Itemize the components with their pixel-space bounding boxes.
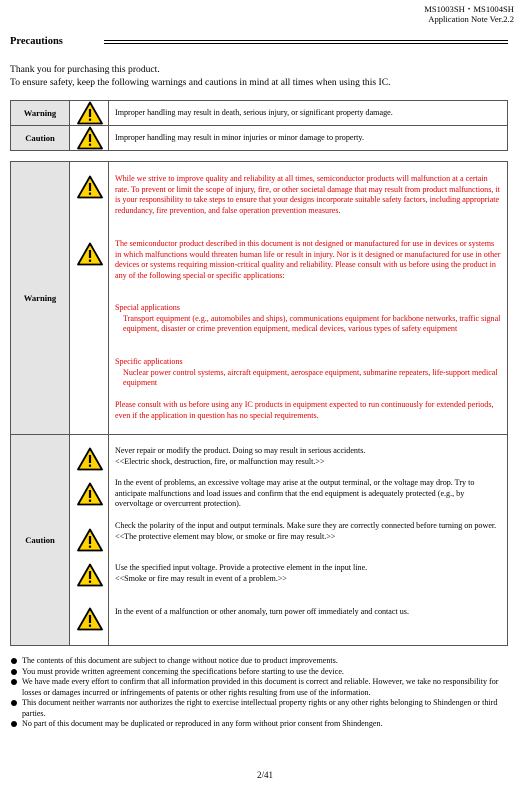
- intro-text: [10, 64, 391, 89]
- caution-item-4-note: <<Smoke or fire may result in event of a problem.>>: [115, 573, 287, 583]
- caution-item-3: [115, 521, 502, 542]
- warning-triangle-icon: [77, 242, 103, 266]
- warning-paragraph-2: The semiconductor product described in this document is not designed or manufactured for use in devices or systems in which malfunctions would threaten human life or result in injury. Nor is it designed or manufactured for use in other devices or systems requiring mission-critical quality and reliability. Please consult with us before using the product in any of the following special or specific applications:: [115, 239, 501, 280]
- warning-row: [11, 162, 508, 435]
- legend-warning-text: Improper handling may result in death, serious injury, or significant property damage.: [109, 101, 508, 126]
- legend-warning-icon-cell: [70, 101, 109, 126]
- note-item: [10, 719, 510, 730]
- precautions-table: [10, 161, 508, 646]
- warning-triangle-icon: [77, 126, 103, 150]
- warning-triangle-icon: [77, 482, 103, 506]
- warning-label: Warning: [11, 162, 70, 435]
- bullet-icon: [11, 669, 17, 675]
- bullet-icon: [11, 700, 17, 706]
- special-applications-body: Transport equipment (e.g., automobiles and ships), communications equipment for backbone networks, traffic signal equipment, disaster or crime prevention equipment, medical devices, various types of safety equipment: [123, 313, 501, 333]
- caution-item-2: In the event of problems, an excessive voltage may arise at the output terminal, or the voltage may drop. Try to anticipate malfunctions and load issues and confirm that the end equipment is adequately protected (e.g., by overvoltage or overcurrent protection).: [115, 478, 475, 508]
- warning-paragraph-1: While we strive to improve quality and reliability at all times, semiconductor products will malfunction at a certain rate. To prevent or limit the scope of injury, fire, or other societal damage that may result from product malfunctions, it is your responsibility to take steps to ensure that your designs incorporate suitable safety factors, including appropriate redundancy, fire prevention, and false operation prevention measures.: [115, 174, 500, 215]
- caution-text-cell: [109, 435, 508, 646]
- notes-list: [10, 656, 510, 730]
- note-item: [10, 677, 510, 698]
- page-number: 2/41: [256, 770, 273, 780]
- caution-item-1-note: <<Electric shock, destruction, fire, or malfunction may result.>>: [115, 456, 325, 466]
- warning-triangle-icon: [77, 607, 103, 631]
- intro-line-1: Thank you for purchasing this product.: [10, 64, 160, 75]
- caution-item-1: [115, 446, 502, 467]
- warning-icons-cell: [70, 162, 109, 435]
- model-name: MS1003SH・MS1004SH: [424, 4, 514, 14]
- legend-warning-row: [11, 101, 508, 126]
- caution-item-1-text: Never repair or modify the product. Doing so may result in serious accidents.: [115, 446, 366, 455]
- caution-item-3-text: Check the polarity of the input and output terminals. Make sure they are correctly connected before turning on power.: [115, 521, 497, 530]
- note-text: We have made every effort to confirm that all information provided in this document is correct and reliable. However, we take no responsibility for losses or damages incurred or infringements of patents or other rights resulting from use of the information.: [22, 677, 499, 697]
- section-title: Precautions: [10, 36, 63, 47]
- specific-applications-body: Nuclear power control systems, aircraft equipment, aerospace equipment, submarine repeaters, life-support medical equipment: [123, 367, 498, 387]
- legend-warning-label: Warning: [11, 101, 70, 126]
- specific-applications-heading: Specific applications: [115, 357, 183, 366]
- caution-item-4: [115, 563, 502, 584]
- note-text: You must provide written agreement concerning the specifications before starting to use the device.: [22, 666, 344, 676]
- bullet-icon: [11, 658, 17, 664]
- bullet-icon: [11, 721, 17, 727]
- legend-caution-icon-cell: [70, 126, 109, 151]
- note-text: The contents of this document are subject to change without notice due to product improvements.: [22, 656, 338, 665]
- note-text: This document neither warrants nor authorizes the right to exercise intellectual property rights or any other rights belonging to Shindengen or third parties.: [22, 698, 498, 718]
- legend-caution-text: Improper handling may result in minor injuries or minor damage to property.: [109, 126, 508, 151]
- bullet-icon: [11, 679, 17, 685]
- note-item: [10, 698, 510, 719]
- warning-triangle-icon: [77, 528, 103, 552]
- note-text: No part of this document may be duplicated or reproduced in any form without prior consent from Shindengen.: [22, 719, 383, 728]
- specific-applications: [115, 357, 502, 389]
- caution-item-3-note: <<The protective element may blow, or smoke or fire may result.>>: [115, 531, 336, 541]
- legend-table: [10, 100, 508, 151]
- caution-row: [11, 435, 508, 646]
- warning-triangle-icon: [77, 563, 103, 587]
- warning-triangle-icon: [77, 175, 103, 199]
- warning-triangle-icon: [77, 101, 103, 125]
- legend-caution-row: [11, 126, 508, 151]
- caution-item-5: In the event of a malfunction or other anomaly, turn power off immediately and contact us.: [115, 607, 409, 616]
- warning-triangle-icon: [77, 447, 103, 471]
- title-rule: [104, 40, 508, 44]
- note-item: [10, 667, 510, 678]
- legend-caution-label: Caution: [11, 126, 70, 151]
- note-item: [10, 656, 510, 667]
- warning-paragraph-3: Please consult with us before using any IC products in equipment expected to run continuously for extended periods, even if the application in question has no special requirements.: [115, 400, 494, 420]
- document-header: [424, 4, 514, 24]
- doc-version: Application Note Ver.2.2: [428, 14, 514, 24]
- special-applications-heading: Special applications: [115, 303, 180, 312]
- caution-icons-cell: [70, 435, 109, 646]
- caution-item-4-text: Use the specified input voltage. Provide a protective element in the input line.: [115, 563, 368, 572]
- warning-text-cell: [109, 162, 508, 435]
- intro-line-2: To ensure safety, keep the following warnings and cautions in mind at all times when using this IC.: [10, 76, 391, 88]
- caution-label: Caution: [11, 435, 70, 646]
- special-applications: [115, 303, 502, 335]
